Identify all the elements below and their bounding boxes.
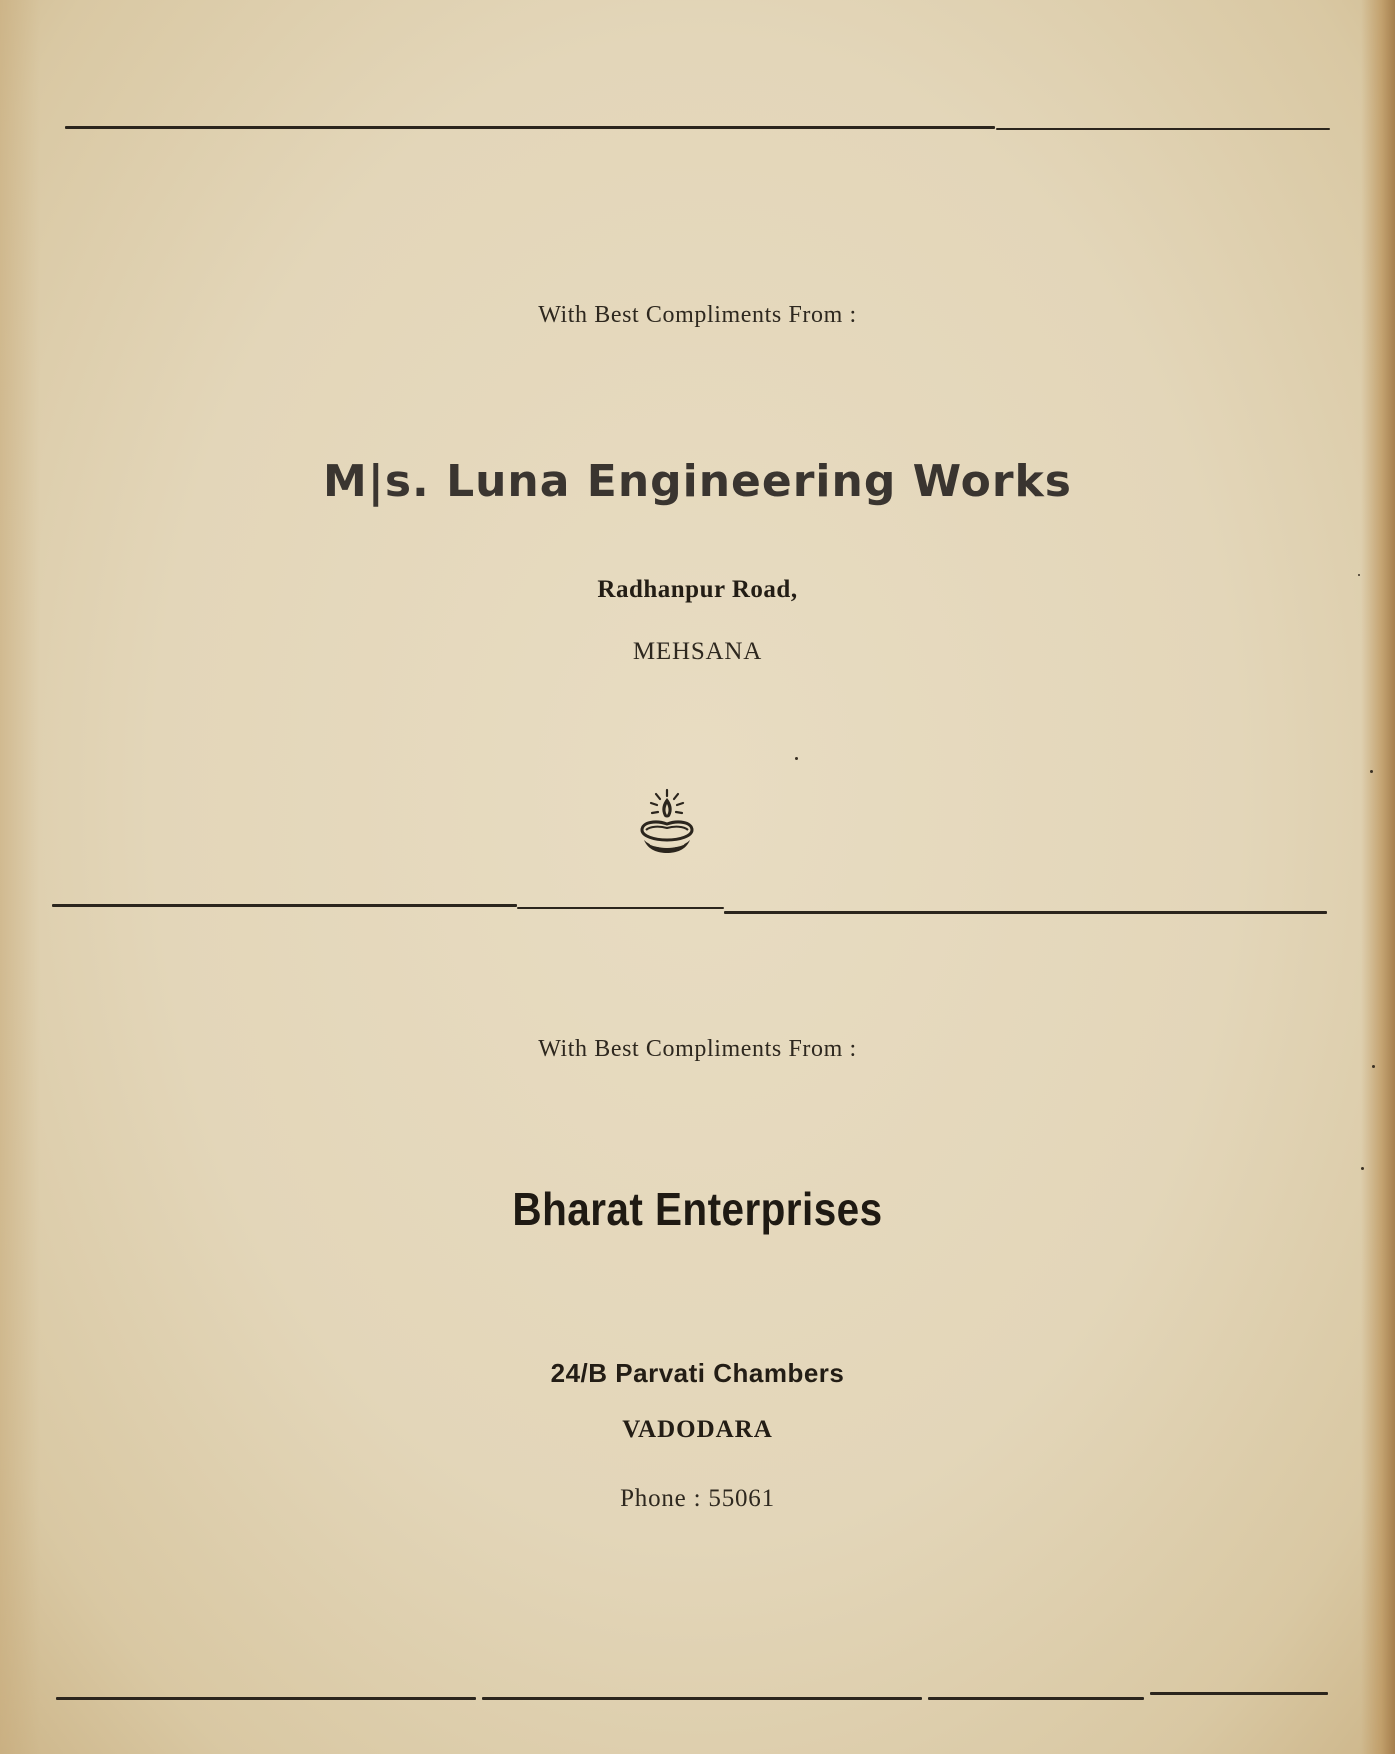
company-city: VADODARA [622,1416,773,1443]
divider-bottom-2 [482,1697,922,1700]
divider-bottom-4 [1150,1692,1328,1695]
compliments-line: With Best Compliments From : [538,1036,857,1062]
divider-bottom-3 [928,1697,1144,1700]
divider-middle-right [724,911,1327,914]
divider-middle-center [517,907,724,909]
paper-speck [1358,574,1360,576]
divider-bottom-1 [56,1697,476,1700]
oil-lamp-icon [636,786,698,856]
company-city: MEHSANA [632,638,763,665]
company-address: 24/B Parvati Chambers [550,1358,845,1388]
paper-speck [1361,1167,1364,1170]
divider-middle-left [52,904,517,907]
compliments-line: With Best Compliments From : [538,302,857,328]
company-address: Radhanpur Road, [597,576,798,603]
paper-speck [1370,770,1373,773]
company-phone: Phone : 55061 [620,1485,775,1512]
company-name: M|s. Luna Engineering Works [322,456,1072,507]
divider-top [65,126,995,129]
paper-speck [795,757,798,760]
company-name: Bharat Enterprises [512,1183,883,1235]
divider-top-right [996,128,1330,130]
paper-speck [1372,1065,1375,1068]
